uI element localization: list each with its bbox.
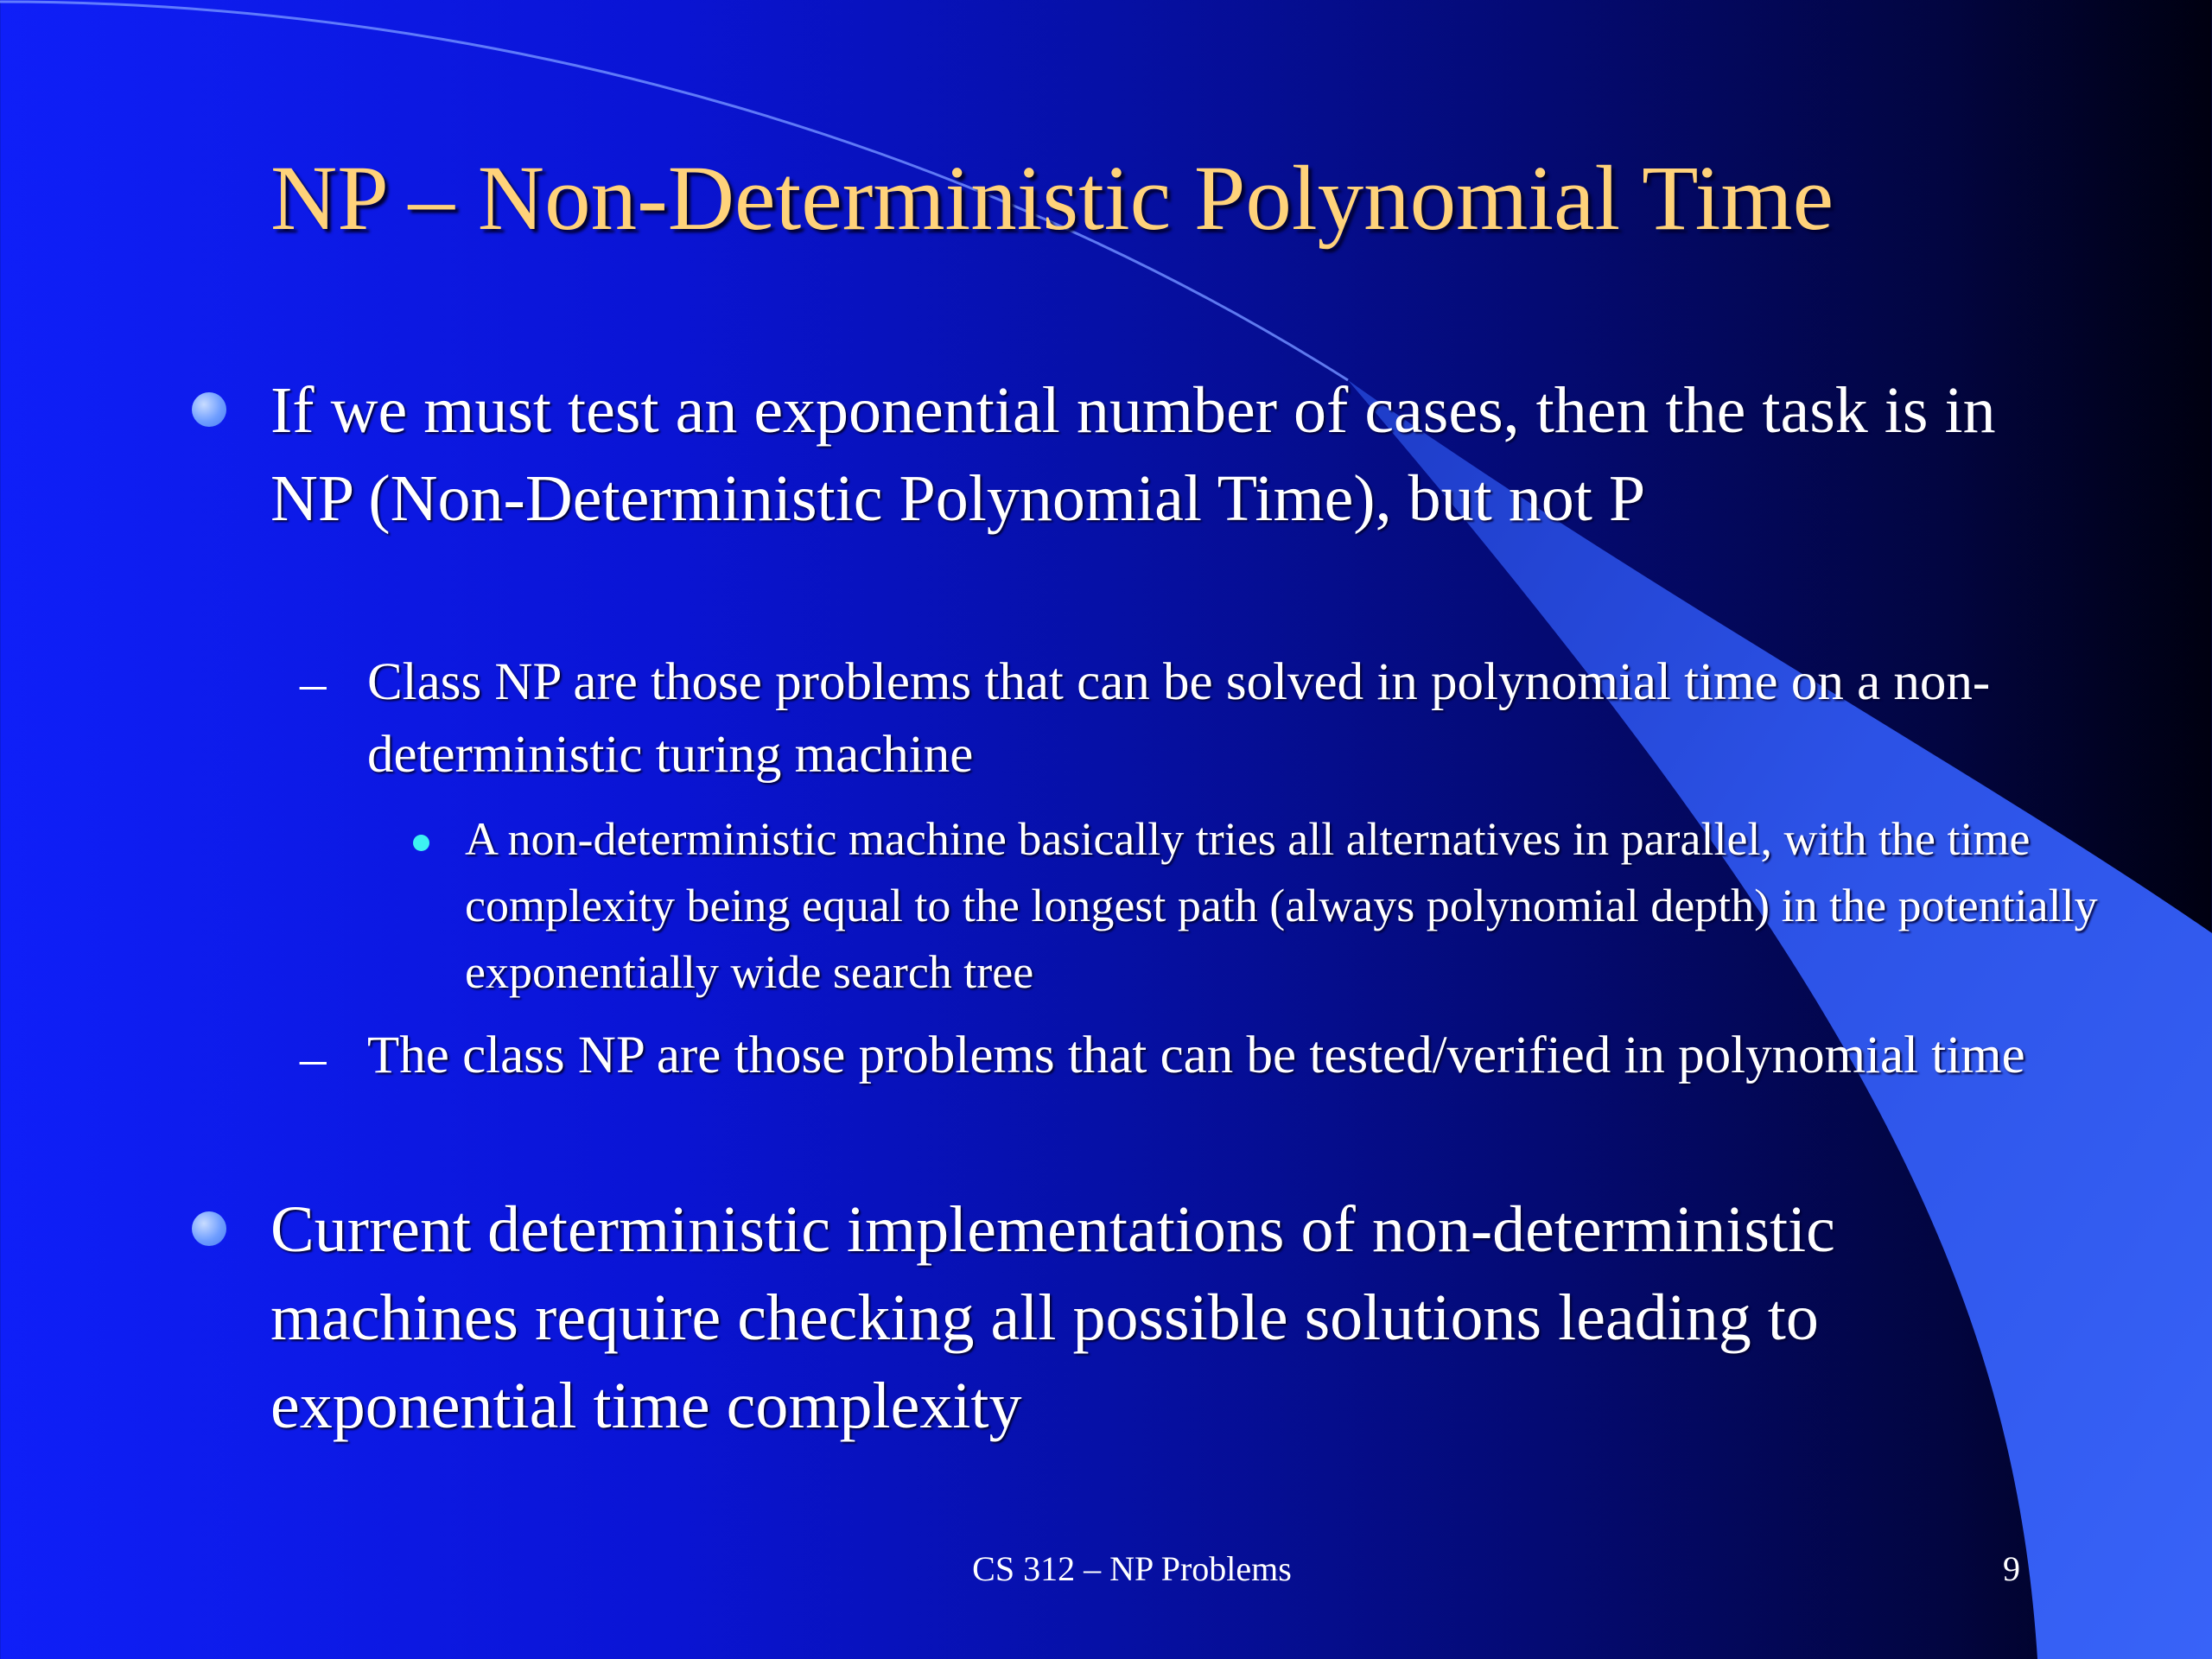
slide-page-number: 9 — [2003, 1549, 2020, 1588]
sub-bullet-dash: – — [300, 1030, 327, 1088]
bullet-level2-text: The class NP are those problems that can be tested/verified in polynomial time — [367, 1027, 2025, 1084]
slide-footer: CS 312 – NP Problems — [972, 1549, 1292, 1588]
bullet-level2-text: Class NP are those problems that can be solved in polynomial time on a non-deterministic turing machine — [367, 653, 1991, 784]
sub-sub-bullet-dot — [413, 835, 429, 851]
bullet-level1-text: Current deterministic implementations of non-deterministic machines require checking all possible solutions leading to exponential time complexity — [270, 1193, 1835, 1442]
sub-bullet-dash: – — [300, 655, 327, 713]
bullet-dot — [192, 392, 226, 427]
bullet-dot — [192, 1211, 226, 1246]
bullet-level1-text: If we must test an exponential number of cases, then the task is in NP (Non-Deterministic Polynomial Time), but not P — [270, 374, 1996, 535]
slide-title: NP – Non-Deterministic Polynomial Time — [270, 148, 1834, 250]
bullet-level3-text: A non-deterministic machine basically tries all alternatives in parallel, with the time complexity being equal to the longest path (always polynomial depth) in the potentially exponentially wide search tree — [465, 813, 2098, 998]
